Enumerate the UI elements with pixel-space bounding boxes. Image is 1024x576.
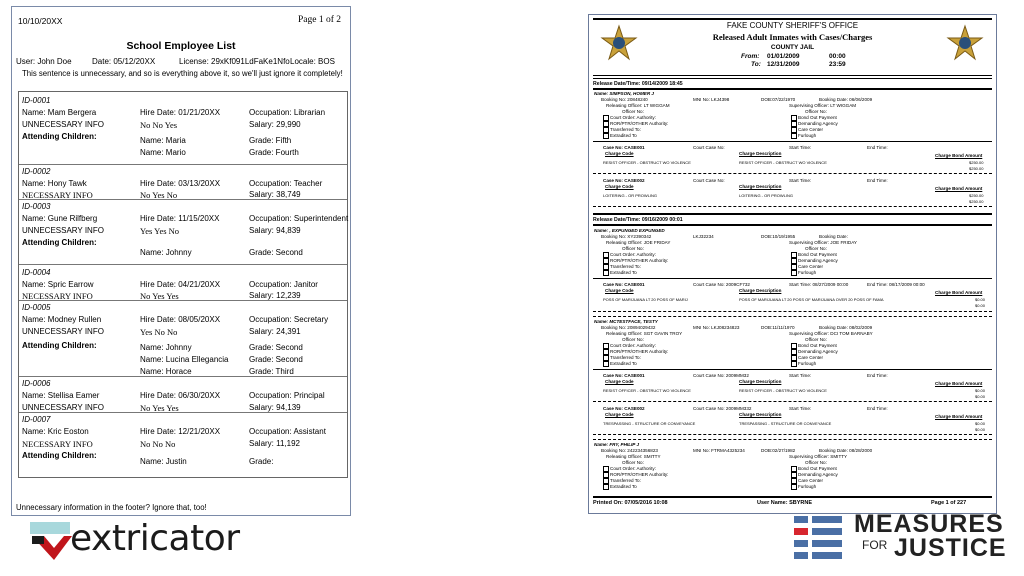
checkbox-ror: ROR/PTR/OTHER Authority: (603, 258, 668, 264)
employee-record (19, 300, 347, 377)
yes-no-flags: Yes No No (140, 327, 178, 337)
checkbox-extradited: Extradited To (603, 133, 637, 139)
rule (593, 213, 992, 215)
hire-date: Hire Date: 11/15/20XX (140, 214, 220, 223)
yes-no-flags: No Yes Yes (140, 403, 179, 413)
report-title: Released Adult Inmates with Cases/Charges (712, 32, 873, 42)
case-no: Case No: CASE001 (603, 373, 645, 378)
booking-date: Booking Date: 08/02/2009 (819, 325, 873, 330)
bond-amount: $0.00 (975, 297, 986, 302)
child-name: Name: Johnny (140, 343, 192, 352)
court-case-label: Court Case No: (693, 178, 725, 183)
checkbox-bond: Bond Out Payment (791, 343, 837, 349)
releasing-officer: Releasing Officer: JOE FRIDAY (606, 240, 671, 245)
checkbox-court-order: Court Order: Authority: (603, 343, 656, 349)
charge-desc: LOITERING - OR PROWLING (739, 193, 794, 198)
child-grade: Grade: Second (249, 355, 303, 364)
rule (593, 88, 992, 90)
officer-no: Officer No: (805, 109, 827, 114)
yes-no-flags: No No Yes (140, 120, 178, 130)
employee-record (19, 264, 347, 301)
children-label: Attending Children: (22, 341, 97, 350)
charge-code: LOITERING - OR PROWLING (603, 193, 658, 198)
bond-total: $250.00 (969, 166, 984, 171)
releasing-officer: Releasing Officer: SGT GAVIN TROY (606, 331, 683, 336)
checkbox-furlough: Furlough (791, 484, 816, 490)
dashed-rule (593, 311, 992, 312)
checkbox-transferred: Transferred To: (603, 478, 641, 484)
dob: DOB:07/22/1970 (761, 97, 796, 102)
bond-total: $0.00 (975, 427, 986, 432)
date-field: Date: 05/12/20XX (92, 57, 156, 66)
salary: Salary: 94,839 (249, 226, 301, 235)
booking-date: Booking Date: 08/28/2000 (819, 448, 873, 453)
salary: Salary: 38,749 (249, 190, 301, 199)
charge-desc-header: Charge Description (739, 412, 782, 417)
unnecessary-info: NECESSARY INFO (22, 190, 93, 200)
booking-date: Booking Date: (819, 234, 848, 239)
employee-record (19, 376, 347, 413)
occupation: Occupation: Teacher (249, 179, 323, 188)
court-case-no: Court Case No: 2009MM32 (693, 373, 749, 378)
checkbox-transferred: Transferred To: (603, 264, 641, 270)
officer-no: Officer No: (622, 337, 644, 342)
dob: DOB:10/19/1955 (761, 234, 796, 239)
dob: DOB:02/27/1982 (761, 448, 796, 453)
hire-date: Hire Date: 04/21/20XX (140, 280, 221, 289)
charge-code: POSS OF MARIJUANA LT 20 POSS OF MARIJ (603, 297, 688, 302)
inmate-name: Name: , EXPUNGED EXPUNGED (594, 228, 665, 233)
end-time-label: End Time: (867, 406, 888, 411)
children-label: Attending Children: (22, 451, 97, 460)
charge-code-header: Charge Code (605, 288, 634, 293)
user-name: User Name: SBYRNE (757, 500, 813, 506)
bond-amount-header: Charge Bond Amount (935, 414, 983, 419)
rule (593, 369, 992, 370)
locale-field: Locale: BOS (290, 57, 335, 66)
court-case-no: Court Case No: 2009MM332 (693, 406, 752, 411)
booking-no: Booking No: XY2390342 (601, 234, 652, 239)
charge-code-header: Charge Code (605, 412, 634, 417)
inmate-name: Name: SIMPSON, HOMER J (594, 91, 654, 96)
checkbox-extradited: Extradited To (603, 361, 637, 367)
child-name: Name: Johnny (140, 248, 192, 257)
yes-no-flags: Yes Yes No (140, 226, 180, 236)
employee-name: Name: Kric Eoston (22, 427, 89, 436)
charge-desc: RESIST OFFICER - OBSTRUCT WO VIOLENCE (739, 388, 827, 393)
mni-no: MNI No: FTRMA4325234 (693, 448, 745, 453)
charge-desc-header: Charge Description (739, 184, 782, 189)
occupation: Occupation: Secretary (249, 315, 329, 324)
releasing-officer: Releasing Officer: LT WIGGAM (606, 103, 670, 108)
court-case-no: Court Case No: 2009CF732 (693, 282, 750, 287)
hire-date: Hire Date: 01/21/20XX (140, 108, 221, 117)
to-label: To: (751, 61, 761, 68)
officer-no: Officer No: (805, 337, 827, 342)
start-time-label: Start Time: (789, 178, 812, 183)
rule (593, 78, 992, 79)
bond-amount: $0.00 (975, 388, 986, 393)
from-time: 00:00 (829, 53, 846, 60)
bond-amount-header: Charge Bond Amount (935, 381, 983, 386)
checkbox-furlough: Furlough (791, 133, 816, 139)
booking-date: Booking Date: 06/06/2009 (819, 97, 873, 102)
checkbox-extradited: Extradited To (603, 484, 637, 490)
bond-amount-header: Charge Bond Amount (935, 290, 983, 295)
employee-name: Name: Mam Bergera (22, 108, 97, 117)
header-note: This sentence is unnecessary, and so is everything above it, so we'll just ignore it completely! (22, 69, 343, 78)
occupation: Occupation: Assistant (249, 427, 326, 436)
extricator-logo (30, 518, 240, 564)
top-rule (593, 18, 992, 20)
officer-no: Officer No: (805, 460, 827, 465)
checkbox-extradited: Extradited To (603, 270, 637, 276)
extricator-wordmark: extricator (70, 518, 240, 559)
employee-name: Name: Hony Tawk (22, 179, 87, 188)
bond-amount-header: Charge Bond Amount (935, 153, 983, 158)
dob: DOB:11/11/1970 (761, 325, 795, 330)
rule (593, 496, 992, 498)
user-field: User: John Doe (16, 57, 72, 66)
occupation: Occupation: Janitor (249, 280, 318, 289)
child-name: Name: Lucina Ellegancia (140, 355, 229, 364)
checkbox-furlough: Furlough (791, 270, 816, 276)
checkbox-care: Care Center (791, 478, 823, 484)
dashed-rule (593, 434, 992, 435)
checkbox-court-order: Court Order: Authority: (603, 115, 656, 121)
dashed-rule (593, 173, 992, 174)
unnecessary-info: UNNECESSARY INFO (22, 403, 104, 412)
child-grade: Grade: Second (249, 343, 303, 352)
charge-desc-header: Charge Description (739, 151, 782, 156)
employee-record (19, 164, 347, 200)
officer-no: Officer No: (622, 109, 644, 114)
children-label: Attending Children: (22, 238, 97, 247)
mni-no: LKJ32234 (693, 234, 714, 239)
employee-name: Name: Stellisa Eamer (22, 391, 100, 400)
unnecessary-info: UNNECESSARY INFO (22, 120, 104, 129)
employee-records-box (18, 91, 348, 478)
child-name: Name: Horace (140, 367, 192, 376)
bond-amount: $0.00 (975, 421, 986, 426)
checkbox-care: Care Center (791, 264, 823, 270)
salary: Salary: 94,139 (249, 403, 301, 412)
child-grade: Grade: Fourth (249, 148, 299, 157)
unnecessary-info: NECESSARY INFO (22, 291, 93, 301)
checkbox-care: Care Center (791, 127, 823, 133)
record-id: ID-0006 (22, 379, 51, 388)
mfj-mark-icon (792, 514, 848, 570)
salary: Salary: 11,192 (249, 439, 300, 448)
child-name: Name: Maria (140, 136, 186, 145)
charge-desc: POSS OF MARIJUANA LT 20 POSS OF MARIJUANA OVER 20 POSS OF FAMA (739, 297, 884, 302)
start-time-label: Start Time: (789, 145, 812, 150)
booking-no: Booking No: 242234356823 (601, 448, 658, 453)
record-id: ID-0005 (22, 303, 51, 312)
bond-amount: $250.00 (969, 193, 984, 198)
employee-name: Name: Spric Earrow (22, 280, 94, 289)
dashed-rule (593, 316, 992, 317)
start-time-label: Start Time: (789, 373, 812, 378)
rule (593, 278, 992, 279)
checkbox-bond: Bond Out Payment (791, 252, 837, 258)
release-datetime: Release Date/Time: 09/16/2009 00:01 (593, 217, 683, 223)
checkbox-bond: Bond Out Payment (791, 466, 837, 472)
page-number: Page 1 of 227 (931, 500, 967, 506)
case-no: Case No: CASE002 (603, 406, 645, 411)
booking-no: Booking No: 20894029432 (601, 325, 656, 330)
court-case-label: Court Case No: (693, 145, 725, 150)
start-time: Start Time: 08/27/2009 00:00 (789, 282, 849, 287)
release-datetime: Release Date/Time: 09/14/2009 18:45 (593, 81, 683, 87)
report-date: 10/10/20XX (18, 16, 63, 26)
checkbox-ror: ROR/PTR/OTHER Authority: (603, 349, 668, 355)
checkbox-ror: ROR/PTR/OTHER Authority: (603, 472, 668, 478)
salary: Salary: 12,239 (249, 291, 301, 300)
booking-no: Booking No: 20848240 (601, 97, 648, 102)
mfj-line2: JUSTICE (894, 534, 1007, 562)
supervising-officer: Supervising Officer: DCI TOM BARNABY (789, 331, 873, 336)
occupation: Occupation: Librarian (249, 108, 326, 117)
dashed-rule (593, 401, 992, 402)
charge-code-header: Charge Code (605, 184, 634, 189)
dashed-rule (593, 206, 992, 207)
from-label: From: (741, 53, 760, 60)
case-no: Case No: CASE001 (603, 282, 645, 287)
officer-no: Officer No: (805, 246, 827, 251)
supervising-officer: Supervising Officer: JOE FRIDAY (789, 240, 857, 245)
employee-record (19, 199, 347, 265)
child-grade: Grade: Third (249, 367, 294, 376)
yes-no-flags: No No No (140, 439, 176, 449)
bond-total: $0.00 (975, 394, 986, 399)
checkbox-transferred: Transferred To: (603, 355, 641, 361)
start-time-label: Start Time: (789, 406, 812, 411)
case-no: Case No: CASE001 (603, 145, 645, 150)
checkbox-court-order: Court Order: Authority: (603, 252, 656, 258)
mfj-for: FOR (862, 538, 888, 552)
inmate-report-page (588, 14, 997, 514)
rule (593, 141, 992, 142)
printed-on: Printed On: 07/05/2016 10:08 (593, 500, 668, 506)
checkbox-court-order: Court Order: Authority: (603, 466, 656, 472)
checkbox-demanding: Demanding Agency (791, 349, 838, 355)
employee-name: Name: Gune Rilfberg (22, 214, 98, 223)
children-label: Attending Children: (22, 132, 97, 141)
charge-code-header: Charge Code (605, 379, 634, 384)
hire-date: Hire Date: 06/30/20XX (140, 391, 221, 400)
employee-record (19, 412, 347, 477)
case-no: Case No: CASE002 (603, 178, 645, 183)
bond-amount: $250.00 (969, 160, 984, 165)
page-footer: Unnecessary information in the footer? Ignore that, too! (16, 503, 207, 512)
unnecessary-info: UNNECESSARY INFO (22, 226, 104, 235)
checkbox-demanding: Demanding Agency (791, 258, 838, 264)
mni-no: MNI No: LKJ4398 (693, 97, 730, 102)
officer-no: Officer No: (622, 246, 644, 251)
charge-desc-header: Charge Description (739, 288, 782, 293)
checkbox-furlough: Furlough (791, 361, 816, 367)
charge-desc-header: Charge Description (739, 379, 782, 384)
charge-desc: TRESPASSING - STRUCTURE OR CONVEYANCE (739, 421, 832, 426)
charge-code-header: Charge Code (605, 151, 634, 156)
hire-date: Hire Date: 12/21/20XX (140, 427, 221, 436)
to-date: 12/31/2009 (767, 61, 800, 68)
page-number: Page 1 of 2 (297, 15, 341, 25)
charge-code: TRESPASSING - STRUCTURE OR CONVEYANCE (603, 421, 696, 426)
rule (593, 75, 992, 76)
child-grade: Grade: Fifth (249, 136, 292, 145)
employee-list-page (11, 6, 351, 516)
charge-code: RESIST OFFICER - OBSTRUCT WO VIOLENCE (603, 160, 691, 165)
end-time-label: End Time: (867, 178, 888, 183)
bond-total: $250.00 (969, 199, 984, 204)
record-id: ID-0002 (22, 167, 51, 176)
releasing-officer: Releasing Officer: SMITTY (606, 454, 661, 459)
child-name: Name: Mario (140, 148, 186, 157)
occupation: Occupation: Principal (249, 391, 325, 400)
checkbox-demanding: Demanding Agency (791, 472, 838, 478)
record-id: ID-0001 (22, 96, 51, 105)
checkbox-care: Care Center (791, 355, 823, 361)
inmate-name: Name: MCTESTFACE, TESTY (594, 319, 658, 324)
mni-no: MNI No: LKJ08234823 (693, 325, 740, 330)
employee-record (19, 92, 347, 164)
occupation: Occupation: Superintendent (249, 214, 349, 223)
child-grade: Grade: Second (249, 248, 303, 257)
unnecessary-info: NECESSARY INFO (22, 439, 93, 449)
report-title: School Employee List (126, 40, 236, 52)
child-grade: Grade: (249, 457, 274, 466)
end-time: End Time: 08/17/2009 00:00 (867, 282, 925, 287)
bond-total: $0.00 (975, 303, 986, 308)
facility: COUNTY JAIL (770, 44, 815, 51)
officer-no: Officer No: (622, 460, 644, 465)
charge-desc: RESIST OFFICER - OBSTRUCT WO VIOLENCE (739, 160, 827, 165)
to-time: 23:59 (829, 61, 846, 68)
child-name: Name: Justin (140, 457, 187, 466)
hire-date: Hire Date: 03/13/20XX (140, 179, 221, 188)
checkbox-demanding: Demanding Agency (791, 121, 838, 127)
record-id: ID-0003 (22, 202, 51, 211)
license-field: License: 29xKf091LdFaKe1Nfo (179, 57, 290, 66)
end-time-label: End Time: (867, 373, 888, 378)
record-id: ID-0007 (22, 415, 51, 424)
yes-no-flags: No Yes No (140, 190, 178, 200)
mfj-line1: MEASURES (854, 510, 1004, 538)
employee-name: Name: Modney Rullen (22, 315, 102, 324)
charge-code: RESIST OFFICER - OBSTRUCT WO VIOLENCE (603, 388, 691, 393)
checkbox-ror: ROR/PTR/OTHER Authority: (603, 121, 668, 127)
salary: Salary: 24,391 (249, 327, 301, 336)
supervising-officer: Supervising Officer: LT WIGGAM (789, 103, 857, 108)
measures-for-justice-logo (792, 510, 1012, 572)
extricator-mark-icon (30, 522, 74, 562)
hire-date: Hire Date: 08/05/20XX (140, 315, 221, 324)
supervising-officer: Supervising Officer: SMITTY (789, 454, 848, 459)
rule (593, 224, 992, 226)
unnecessary-info: UNNECESSARY INFO (22, 327, 104, 336)
salary: Salary: 29,990 (249, 120, 301, 129)
checkbox-bond: Bond Out Payment (791, 115, 837, 121)
checkbox-transferred: Transferred To: (603, 127, 641, 133)
end-time-label: End Time: (867, 145, 888, 150)
bond-amount-header: Charge Bond Amount (935, 186, 983, 191)
inmate-name: Name: FRY, PHILIP J (594, 442, 640, 447)
agency-name: FAKE COUNTY SHERIFF'S OFFICE (726, 21, 859, 30)
record-id: ID-0004 (22, 268, 51, 277)
yes-no-flags: No Yes Yes (140, 291, 179, 301)
dashed-rule (593, 439, 992, 440)
from-date: 01/01/2009 (767, 53, 800, 60)
